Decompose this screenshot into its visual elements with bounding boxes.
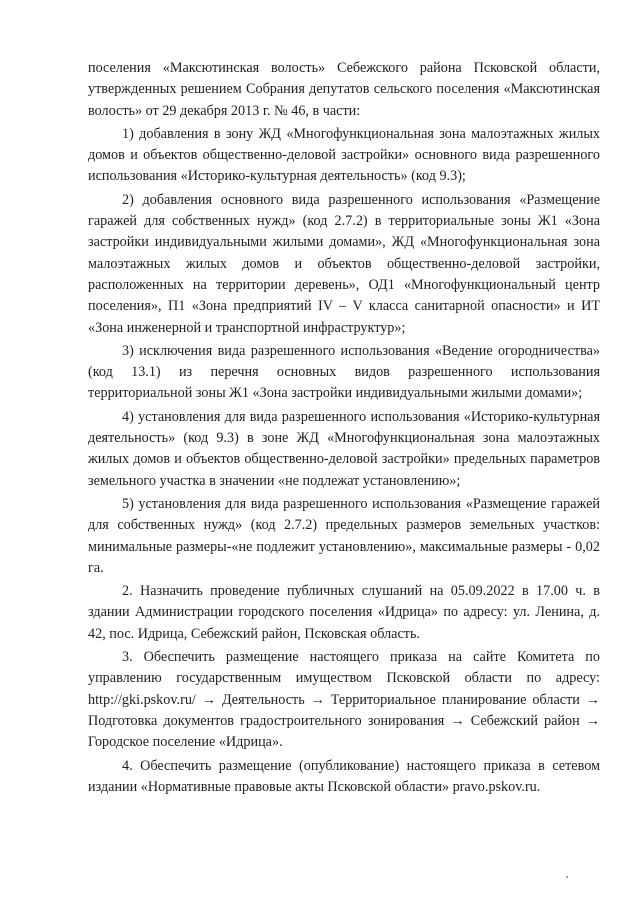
document-page bbox=[88, 58, 600, 798]
point-3-paragraph: 3. Обеспечить размещение настоящего приказа на сайте Комитета по управлению государственным имуществом Псковской области по адресу: http://gki.pskov.ru/ → Деятельность → Территориальное планирование области → Подготовка документов градостроительного зонирования → Себежский район → Городское поселение «Идрица». bbox=[88, 649, 600, 751]
list-item-2: 2) добавления основного вида разрешенного использования «Размещение гаражей для собственных нужд» (код 2.7.2) в территориальные зоны Ж1 «Зона застройки индивидуальными жилыми домами», ЖД «Многофункциональная зона малоэтажных жилых домов и объектов общественно-деловой застройки, расположенных на территории деревень», ОД1 «Многофункциональный центр поселения», П1 «Зона предприятий IV – V класса санитарной опасности» и ИТ «Зона инженерной и транспортной инфраструктур»; bbox=[88, 191, 600, 336]
scan-speck bbox=[566, 876, 568, 878]
list-item-5: 5) установления для вида разрешенного использования «Размещение гаражей для собственных нужд» (код 2.7.2) предельных размеров земельных участков: минимальные размеры-«не подлежит установлению», максимальные размеры - 0,02 га. bbox=[88, 495, 600, 576]
point-2-paragraph: 2. Назначить проведение публичных слушаний на 05.09.2022 в 17.00 ч. в здании Администрации городского поселения «Идрица» по адресу: ул. Ленина, д. 42, пос. Идрица, Себежский район, Псковская область. bbox=[88, 583, 600, 642]
point-4-paragraph: 4. Обеспечить размещение (опубликование) настоящего приказа в сетевом издании «Нормативные правовые акты Псковской области» pravo.pskov.ru. bbox=[88, 757, 600, 795]
list-item-3: 3) исключения вида разрешенного использования «Ведение огородничества» (код 13.1) из перечня основных видов разрешенного использования территориальной зоны Ж1 «Зона застройки индивидуальными жилыми домами»; bbox=[88, 342, 600, 402]
intro-paragraph: поселения «Максютинская волость» Себежского района Псковской области, утвержденных решением Собрания депутатов сельского поселения «Максютинская волость» от 29 декабря 2013 г. № 46, в части: bbox=[88, 60, 600, 119]
list-item-1: 1) добавления в зону ЖД «Многофункциональная зона малоэтажных жилых домов и объектов общественно-деловой застройки» основного вида разрешенного использования «Историко-культурная деятельность» (код 9.3); bbox=[88, 125, 600, 185]
list-item-4: 4) установления для вида разрешенного использования «Историко-культурная деятельность» (код 9.3) в зоне ЖД «Многофункциональная зона малоэтажных жилых домов и объектов общественно-деловой застройки» предельных параметров земельного участка в значении «не подлежат установлению»; bbox=[88, 408, 600, 489]
